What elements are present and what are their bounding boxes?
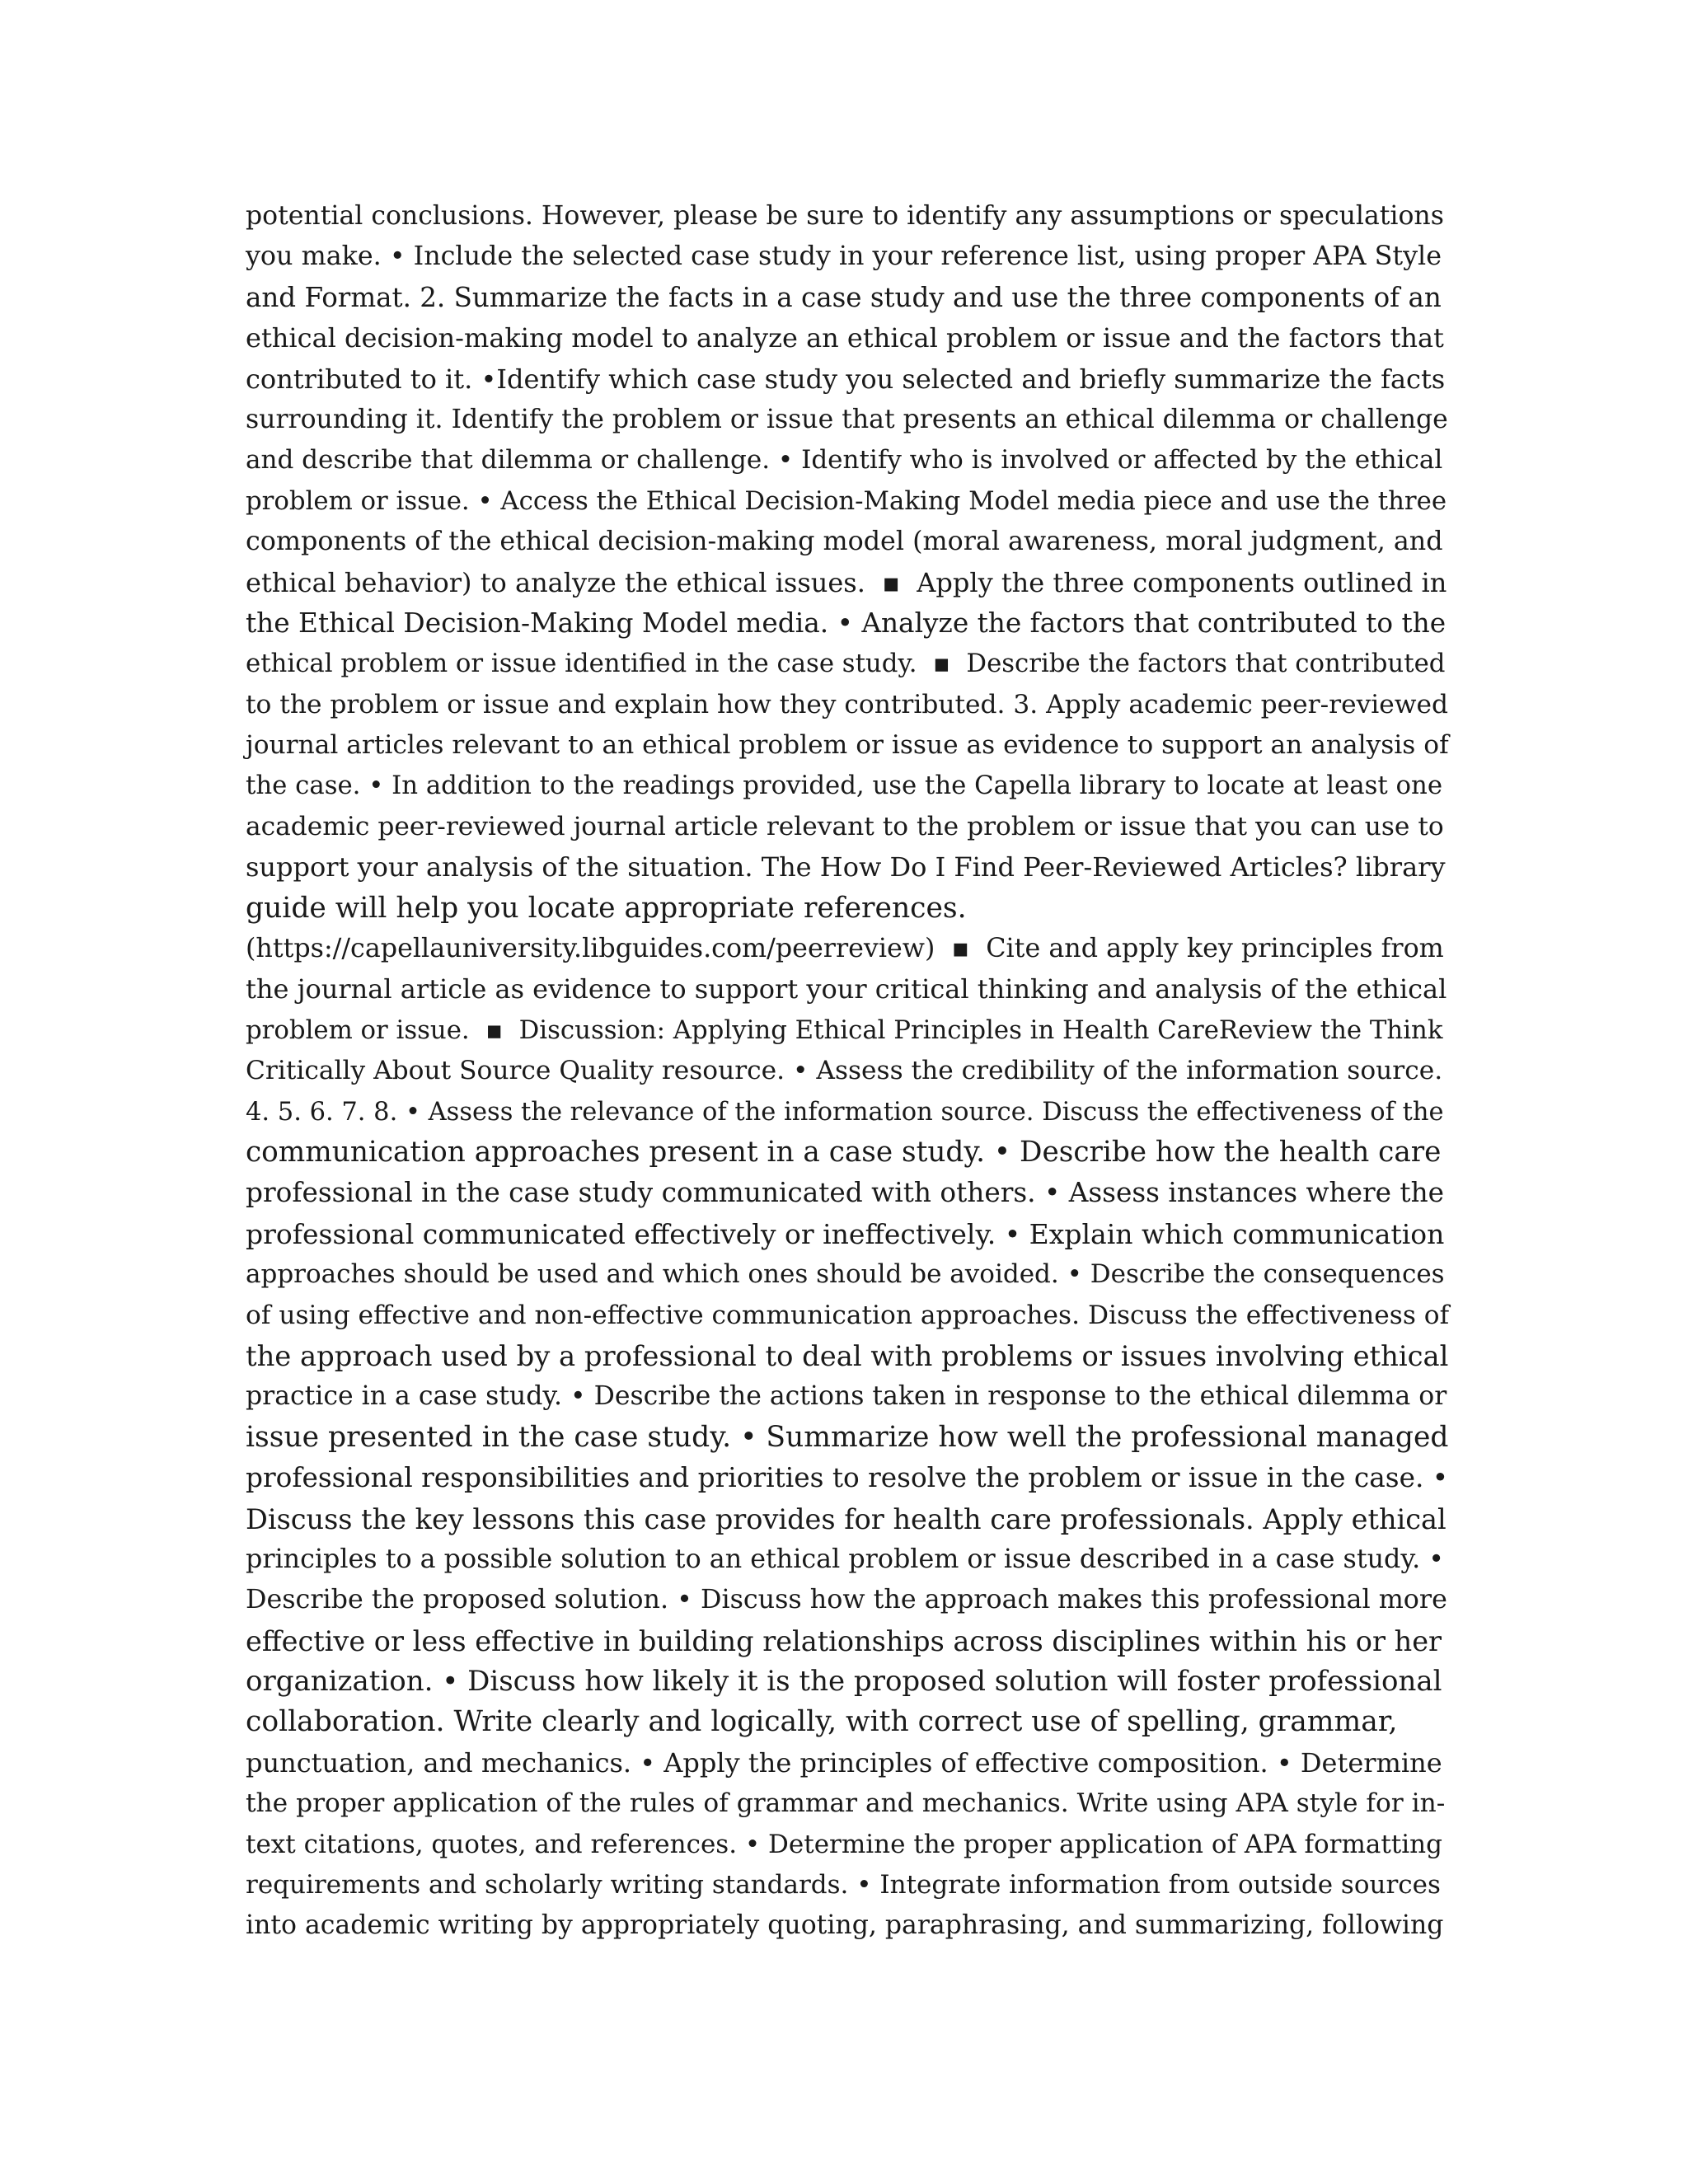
text-line: (https://capellauniversity.libguides.com/peerreview) ▪ Cite and apply key principles from xyxy=(246,934,1444,964)
text-line: text citations, quotes, and references. • Determine the proper application of APA formatting xyxy=(246,1829,1442,1859)
text-line: academic peer-reviewed journal article relevant to the problem or issue that you can use to xyxy=(246,811,1444,841)
text-line: requirements and scholarly writing standards. • Integrate information from outside sources xyxy=(246,1870,1441,1900)
text-line: 4. 5. 6. 7. 8. • Assess the relevance of the information source. Discuss the effectiveness of the xyxy=(246,1097,1444,1127)
text-line: support your analysis of the situation. The How Do I Find Peer-Reviewed Articles? library xyxy=(246,851,1446,883)
text-line: of using effective and non-effective communication approaches. Discuss the effectiveness of xyxy=(246,1300,1450,1330)
text-line: surrounding it. Identify the problem or issue that presents an ethical dilemma or challenge xyxy=(246,404,1448,434)
text-line: journal articles relevant to an ethical problem or issue as evidence to support an analysis of xyxy=(246,730,1449,761)
text-line: ethical behavior) to analyze the ethical issues. ▪ Apply the three components outlined in xyxy=(246,566,1447,598)
text-line: issue presented in the case study. • Summarize how well the professional managed xyxy=(246,1420,1449,1454)
text-line: collaboration. Write clearly and logically, with correct use of spelling, grammar, xyxy=(246,1705,1398,1739)
text-line: organization. • Discuss how likely it is the proposed solution will foster professional xyxy=(246,1665,1442,1699)
text-line: contributed to it. •Identify which case study you selected and briefly summarize the facts xyxy=(246,363,1446,395)
text-line: effective or less effective in building relationships across disciplines within his or her xyxy=(246,1624,1442,1657)
text-line: the journal article as evidence to support your critical thinking and analysis of the ethical xyxy=(246,973,1447,1005)
text-line: professional responsibilities and priorities to resolve the problem or issue in the case. • xyxy=(246,1462,1449,1494)
text-line: into academic writing by appropriately quoting, paraphrasing, and summarizing, following xyxy=(246,1910,1444,1941)
text-line: ethical decision-making model to analyze an ethical problem or issue and the factors that xyxy=(246,322,1444,354)
text-line: and Format. 2. Summarize the facts in a case study and use the three components of an xyxy=(246,281,1442,313)
text-line: and describe that dilemma or challenge. • Identify who is involved or affected by the ethical xyxy=(246,445,1443,476)
text-line: principles to a possible solution to an ethical problem or issue described in a case study. • xyxy=(246,1544,1445,1574)
text-line: professional in the case study communicated with others. • Assess instances where the xyxy=(246,1177,1445,1209)
text-line: ethical problem or issue identified in the case study. ▪ Describe the factors that contributed xyxy=(246,649,1446,679)
text-line: to the problem or issue and explain how they contributed. 3. Apply academic peer-reviewed xyxy=(246,689,1448,719)
text-line: practice in a case study. • Describe the actions taken in response to the ethical dilemma or xyxy=(246,1381,1447,1412)
text-line: the approach used by a professional to deal with problems or issues involving ethical xyxy=(246,1339,1449,1372)
text-line: potential conclusions. However, please be sure to identify any assumptions or speculations xyxy=(246,201,1444,231)
text-line: Describe the proposed solution. • Discuss how the approach makes this professional more xyxy=(246,1585,1447,1615)
text-line: the proper application of the rules of grammar and mechanics. Write using APA style for in- xyxy=(246,1788,1446,1819)
text-line: approaches should be used and which ones should be avoided. • Describe the consequences xyxy=(246,1259,1445,1290)
text-line: components of the ethical decision-making model (moral awareness, moral judgment, and xyxy=(246,527,1443,557)
text-line: Discuss the key lessons this case provides for health care professionals. Apply ethical xyxy=(246,1502,1447,1535)
text-line: guide will help you locate appropriate references. xyxy=(246,891,967,925)
text-line: problem or issue. ▪ Discussion: Applying Ethical Principles in Health CareReview the Think xyxy=(246,1015,1443,1045)
text-line: communication approaches present in a case study. • Describe how the health care xyxy=(246,1135,1442,1169)
body-text xyxy=(246,196,1449,1947)
text-line: the case. • In addition to the readings provided, use the Capella library to locate at least one xyxy=(246,771,1443,801)
text-line: professional communicated effectively or ineffectively. • Explain which communication xyxy=(246,1217,1445,1250)
text-line: problem or issue. • Access the Ethical Decision-Making Model media piece and use the three xyxy=(246,485,1447,516)
text-line: the Ethical Decision-Making Model media. • Analyze the factors that contributed to the xyxy=(246,607,1447,639)
text-line: you make. • Include the selected case study in your reference list, using proper APA Style xyxy=(246,241,1442,272)
text-line: Critically About Source Quality resource. • Assess the credibility of the information source. xyxy=(246,1056,1443,1086)
text-line: punctuation, and mechanics. • Apply the principles of effective composition. • Determine xyxy=(246,1746,1442,1779)
